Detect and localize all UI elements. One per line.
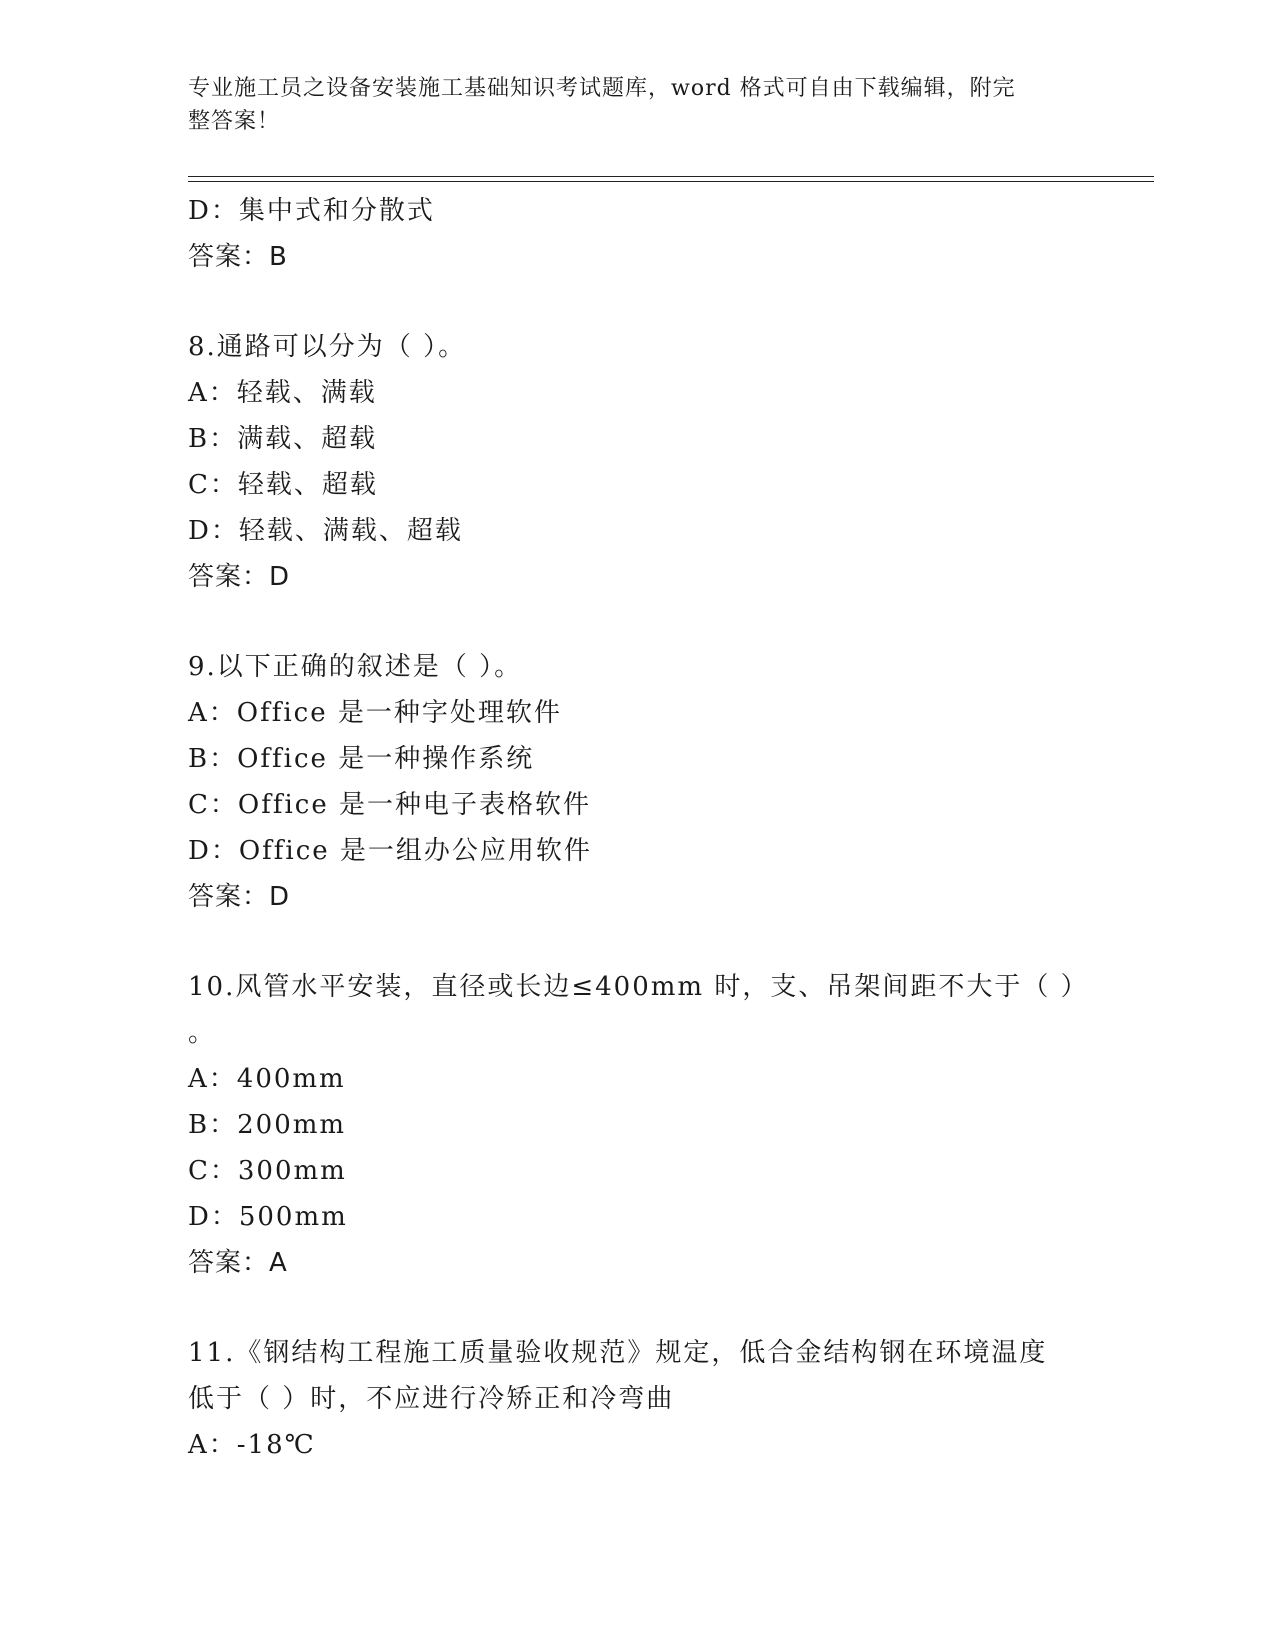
spacer: [188, 280, 1088, 324]
question-stem: 10.风管水平安装，直径或长边≤400mm 时，支、吊架间距不大于（ ）: [188, 972, 1089, 1002]
answer: 答案：A: [188, 1248, 288, 1278]
question-stem-continuation: 低于（ ）时，不应进行冷矫正和冷弯曲: [188, 1384, 675, 1414]
option-a: A：Office 是一种字处理软件: [188, 698, 562, 728]
document-header: [188, 72, 1068, 138]
option-d: D：集中式和分散式: [188, 196, 435, 226]
option-a: A：400mm: [188, 1064, 346, 1094]
question-7-tail: [188, 188, 1088, 280]
answer: 答案：D: [188, 882, 291, 912]
document-body: [188, 188, 1088, 1468]
spacer: [188, 1286, 1088, 1330]
option-d: D：Office 是一组办公应用软件: [188, 836, 592, 866]
header-line-2: 整答案！: [188, 109, 281, 134]
question-9: [188, 644, 1088, 920]
spacer: [188, 920, 1088, 964]
option-c: C：300mm: [188, 1156, 347, 1186]
header-divider-bottom: [188, 181, 1154, 182]
question-10: [188, 964, 1088, 1286]
spacer: [188, 600, 1088, 644]
option-a: A：-18℃: [188, 1430, 316, 1460]
option-a: A：轻载、满载: [188, 378, 377, 408]
header-divider-top: [188, 176, 1154, 177]
option-b: B：Office 是一种操作系统: [188, 744, 535, 774]
option-c: C：轻载、超载: [188, 470, 378, 500]
option-b: B：满载、超载: [188, 424, 378, 454]
question-11: [188, 1330, 1088, 1468]
question-stem-continuation: 。: [188, 1018, 217, 1048]
option-d: D：500mm: [188, 1202, 348, 1232]
question-8: [188, 324, 1088, 600]
question-stem: 11.《钢结构工程施工质量验收规范》规定，低合金结构钢在环境温度: [188, 1338, 1048, 1368]
answer: 答案：B: [188, 242, 288, 272]
option-d: D：轻载、满载、超载: [188, 516, 463, 546]
header-line-1: 专业施工员之设备安装施工基础知识考试题库，word 格式可自由下载编辑，附完: [188, 76, 1016, 101]
question-stem: 9.以下正确的叙述是（ ）。: [188, 652, 523, 682]
option-b: B：200mm: [188, 1110, 347, 1140]
question-stem: 8.通路可以分为（ ）。: [188, 332, 467, 362]
answer: 答案：D: [188, 562, 291, 592]
option-c: C：Office 是一种电子表格软件: [188, 790, 591, 820]
